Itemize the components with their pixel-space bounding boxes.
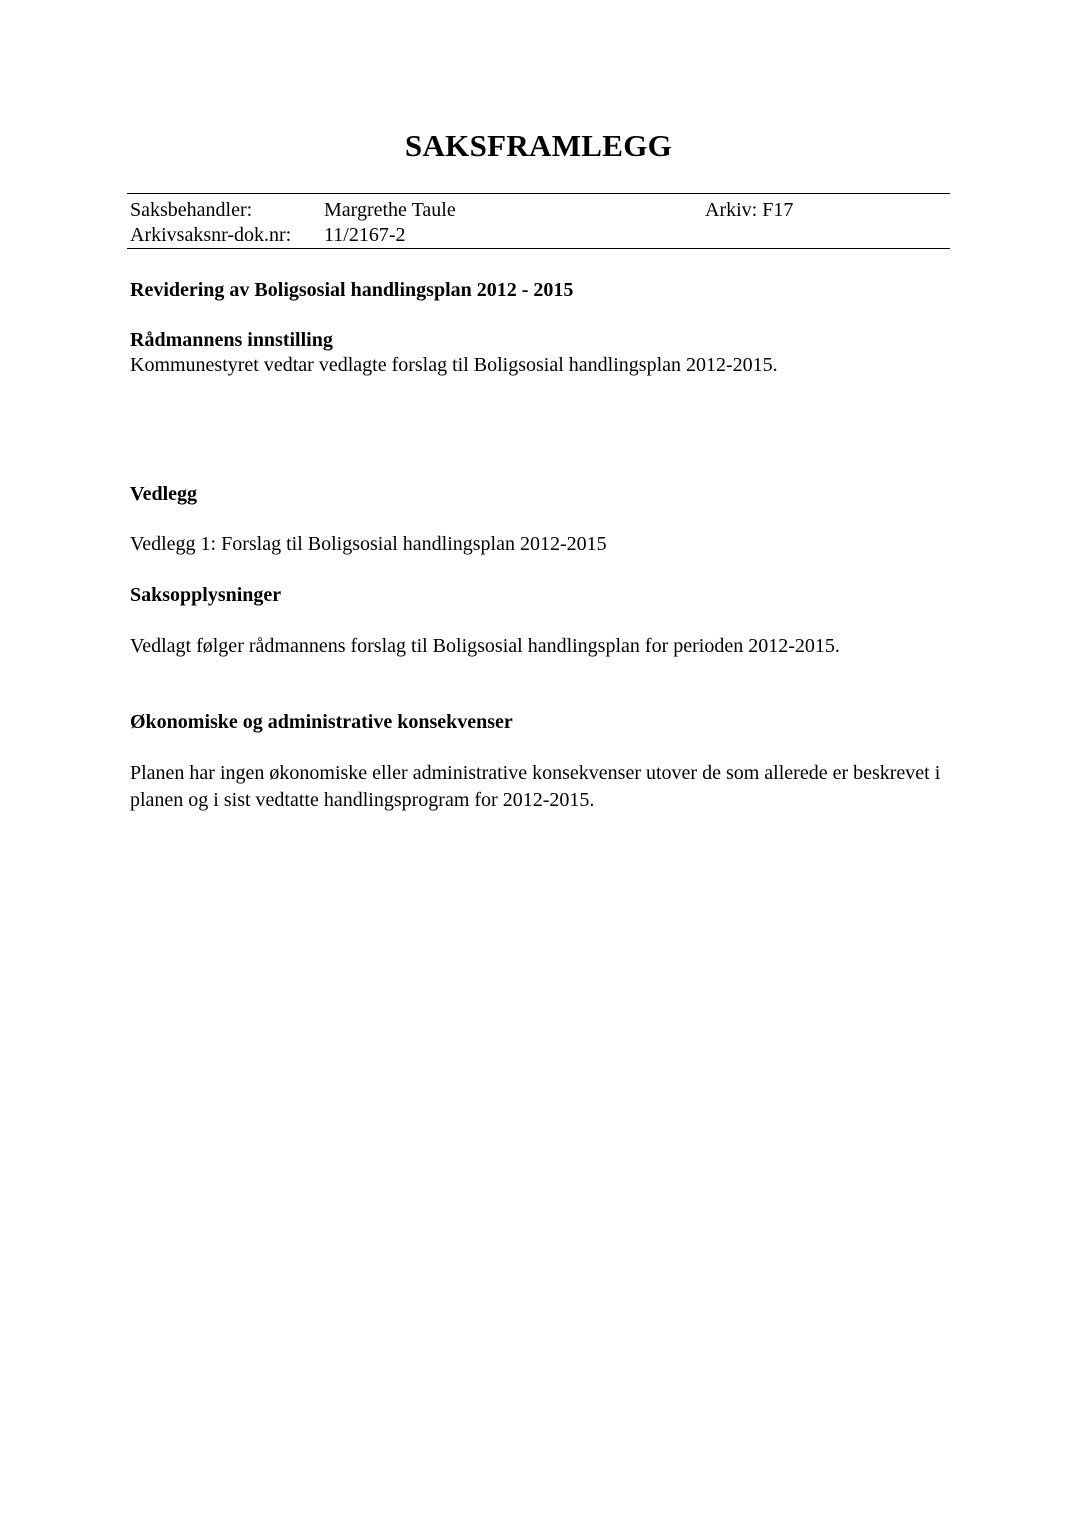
case-information-text: Vedlagt følger rådmannens forslag til Boligsosial handlingsplan for perioden 2012-2015. [130, 635, 840, 657]
case-title: Revidering av Boligsosial handlingsplan 2012 - 2015 [130, 279, 574, 301]
recommendation-heading: Rådmannens innstilling [130, 329, 333, 351]
case-number-label: Arkivsaksnr-dok.nr: [130, 224, 292, 246]
header-bottom-rule [127, 248, 950, 249]
document-title: SAKSFRAMLEGG [404, 128, 673, 163]
consequences-text: Planen har ingen økonomiske eller administrative konsekvenser utover de som allerede er beskrevet i planen og i sist vedtatte handlingsprogram for 2012-2015. [130, 762, 941, 811]
handler-label: Saksbehandler: [130, 199, 253, 221]
case-information-heading: Saksopplysninger [130, 584, 282, 606]
consequences-heading: Økonomiske og administrative konsekvenser [130, 711, 513, 733]
attachment-item: Vedlegg 1: Forslag til Boligsosial handlingsplan 2012-2015 [130, 533, 607, 555]
header-top-rule [127, 193, 950, 194]
attachments-heading: Vedlegg [130, 483, 198, 505]
case-number-value: 11/2167-2 [324, 224, 406, 246]
archive-code: Arkiv: F17 [705, 199, 794, 221]
handler-value: Margrethe Taule [324, 199, 456, 221]
recommendation-text: Kommunestyret vedtar vedlagte forslag til Boligsosial handlingsplan 2012-2015. [130, 354, 778, 376]
